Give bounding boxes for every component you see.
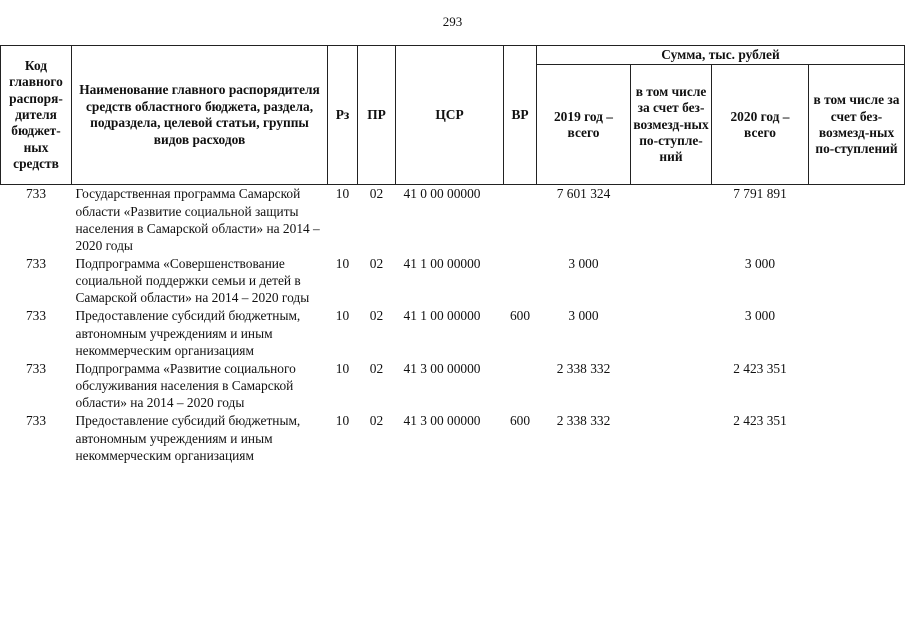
cell-2019-grants xyxy=(631,255,712,307)
table-row xyxy=(1,307,905,359)
cell-2020-total: 2 423 351 xyxy=(733,413,787,429)
header-2019-grants: в том числе за счет без-возмезд-ных по-ступле-ний xyxy=(631,65,712,185)
table-row xyxy=(1,185,905,255)
cell-name: Подпрограмма «Совершенствование социальной поддержки семьи и детей в Самарской области» на 2014 – 2020 годы xyxy=(75,255,310,306)
cell-rz: 10 xyxy=(335,360,350,376)
cell-2020-total: 2 423 351 xyxy=(733,360,787,376)
cell-csr: 41 3 00 00000 xyxy=(403,413,481,429)
cell-2019-total: 2 338 332 xyxy=(556,413,611,429)
cell-rz: 10 xyxy=(335,413,350,429)
page-number: 293 xyxy=(442,14,463,29)
header-csr: ЦСР xyxy=(396,46,504,185)
cell-2020-grants xyxy=(809,307,905,359)
cell-2020-total: 7 791 891 xyxy=(733,186,787,202)
header-code: Код главного распоря-дителя бюджет-ных средств xyxy=(1,46,72,185)
cell-code: 733 xyxy=(25,255,47,271)
cell-code: 733 xyxy=(25,413,47,429)
cell-2020-grants xyxy=(809,360,905,412)
cell-name: Государственная программа Самарской области «Развитие социальной защиты населения в Самарской области» на 2014 – 2020 годы xyxy=(75,186,320,253)
cell-csr: 41 1 00 00000 xyxy=(403,255,481,271)
cell-pr: 02 xyxy=(369,255,384,271)
cell-name: Предоставление субсидий бюджетным, автономным учреждениям и иным некоммерческим организациям xyxy=(75,413,301,463)
cell-pr: 02 xyxy=(369,308,384,324)
header-2020-total: 2020 год – всего xyxy=(712,65,809,185)
header-rz: Рз xyxy=(328,46,358,185)
cell-name: Подпрограмма «Развитие социального обслуживания населения в Самарской области» на 2014 – 2020 годы xyxy=(75,360,296,411)
cell-vr xyxy=(504,255,537,307)
cell-code: 733 xyxy=(25,360,47,376)
cell-pr: 02 xyxy=(369,360,384,376)
cell-csr: 41 3 00 00000 xyxy=(403,360,481,376)
cell-vr: 600 xyxy=(509,308,531,324)
header-vr: ВР xyxy=(504,46,537,185)
cell-2020-grants xyxy=(809,185,905,255)
header-name: Наименование главного распорядителя средств областного бюджета, раздела, подраздела, целевой статьи, группы видов расходов xyxy=(72,46,328,185)
cell-pr: 02 xyxy=(369,413,384,429)
header-2019-total: 2019 год – всего xyxy=(537,65,631,185)
cell-rz: 10 xyxy=(335,308,350,324)
table-body xyxy=(1,185,905,465)
cell-2019-grants xyxy=(631,412,712,464)
cell-2020-total: 3 000 xyxy=(744,255,776,271)
cell-csr: 41 0 00 00000 xyxy=(403,186,481,202)
cell-2019-grants xyxy=(631,307,712,359)
cell-2019-total: 3 000 xyxy=(568,255,599,271)
table-row xyxy=(1,255,905,307)
cell-2020-total: 3 000 xyxy=(744,308,776,324)
cell-2019-total: 7 601 324 xyxy=(556,186,611,202)
cell-2019-total: 2 338 332 xyxy=(556,360,611,376)
cell-name: Предоставление субсидий бюджетным, автономным учреждениям и иным некоммерческим организациям xyxy=(75,308,301,358)
table-header xyxy=(1,46,905,185)
header-2020-grants: в том числе за счет без-возмезд-ных по-ступлений xyxy=(809,65,905,185)
cell-2020-grants xyxy=(809,412,905,464)
cell-rz: 10 xyxy=(335,186,350,202)
cell-2020-grants xyxy=(809,255,905,307)
cell-2019-total: 3 000 xyxy=(568,308,599,324)
header-pr: ПР xyxy=(358,46,396,185)
header-sum-group: Сумма, тыс. рублей xyxy=(537,46,905,65)
budget-table xyxy=(0,45,905,465)
cell-rz: 10 xyxy=(335,255,350,271)
cell-vr: 600 xyxy=(509,413,531,429)
cell-pr: 02 xyxy=(369,186,384,202)
cell-code: 733 xyxy=(25,308,47,324)
cell-vr xyxy=(504,185,537,255)
cell-code: 733 xyxy=(25,186,47,202)
cell-csr: 41 1 00 00000 xyxy=(403,308,481,324)
cell-2019-grants xyxy=(631,185,712,255)
table-row xyxy=(1,360,905,412)
cell-vr xyxy=(504,360,537,412)
table-row xyxy=(1,412,905,464)
cell-2019-grants xyxy=(631,360,712,412)
